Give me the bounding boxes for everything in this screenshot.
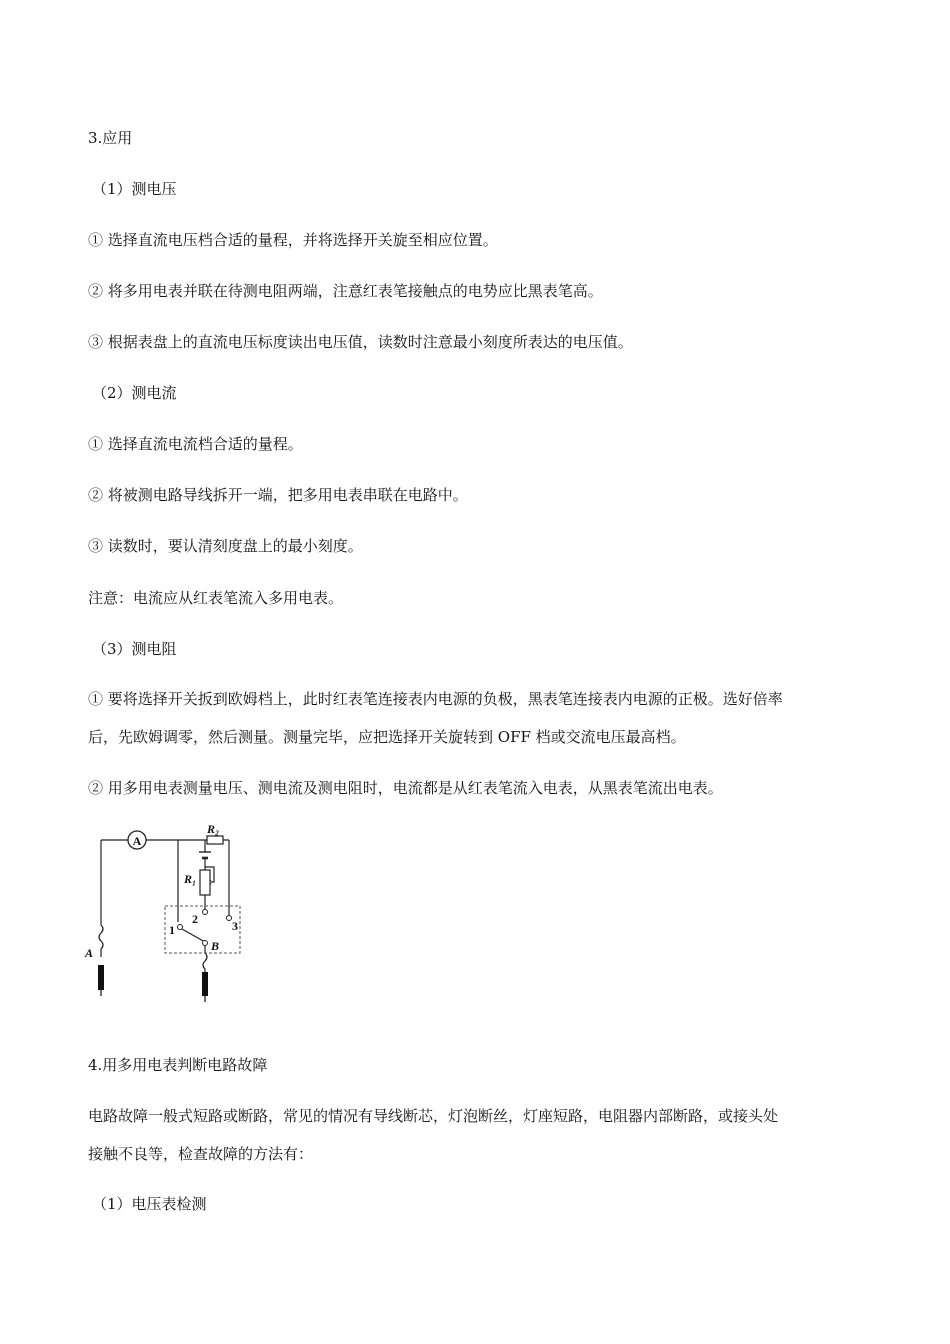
terminal-3 [227,916,232,921]
pin-1-label: 1 [169,923,175,937]
resistance-heading: （3）测电阻 [92,640,177,658]
terminal-1 [178,925,183,930]
current-item-3: ③ 读数时，要认清刻度盘上的最小刻度。 [88,537,363,555]
voltage-heading: （1）测电压 [92,180,177,198]
probe-a-label: A [85,946,94,960]
section4-title: 4.用多用电表判断电路故障 [88,1056,268,1074]
current-note: 注意：电流应从红表笔流入多用电表。 [88,589,344,607]
current-heading: （2）测电流 [92,384,177,402]
probe-a [98,965,104,990]
voltage-item-1: ① 选择直流电压档合适的量程，并将选择开关旋至相应位置。 [88,231,498,249]
ammeter-label: A [132,834,142,848]
r1-label: R₁ [184,872,197,886]
r2-resistor [207,836,223,844]
resistance-item-1-line-2: 后，先欧姆调零，然后测量。测量完毕，应把选择开关旋转到 OFF 档或交流电压最高档。 [88,728,686,746]
terminal-b [203,941,208,946]
section3-title: 3.应用 [88,129,133,147]
r2-label: R₂ [207,822,220,836]
voltage-item-3: ③ 根据表盘上的直流电压标度读出电压值，读数时注意最小刻度所表达的电压值。 [88,333,633,351]
pin-2-label: 2 [192,912,198,926]
section4-sub-1: （1）电压表检测 [92,1195,207,1213]
voltage-item-2: ② 将多用电表并联在待测电阻两端，注意红表笔接触点的电势应比黑表笔高。 [88,282,603,300]
terminal-2 [203,910,208,915]
pin-3-label: 3 [232,919,238,933]
resistance-item-1-line-1: ① 要将选择开关扳到欧姆档上，此时红表笔连接表内电源的负极，黑表笔连接表内电源的正极。选好倍率 [88,690,783,708]
probe-b [202,972,208,996]
resistance-item-2: ② 用多用电表测量电压、测电流及测电阻时，电流都是从红表笔流入电表，从黑表笔流出电表。 [88,779,723,797]
section4-para-line-1: 电路故障一般式短路或断路，常见的情况有导线断芯，灯泡断丝，灯座短路，电阻器内部断路，或接头处 [88,1107,779,1125]
current-item-1: ① 选择直流电流档合适的量程。 [88,435,303,453]
r1-rheostat [200,870,210,895]
section4-para-line-2: 接触不良等，检查故障的方法有： [88,1145,314,1163]
probe-b-label: B [211,939,220,953]
current-item-2: ② 将被测电路导线拆开一端，把多用电表串联在电路中。 [88,486,468,504]
multimeter-circuit-diagram [80,818,260,1008]
